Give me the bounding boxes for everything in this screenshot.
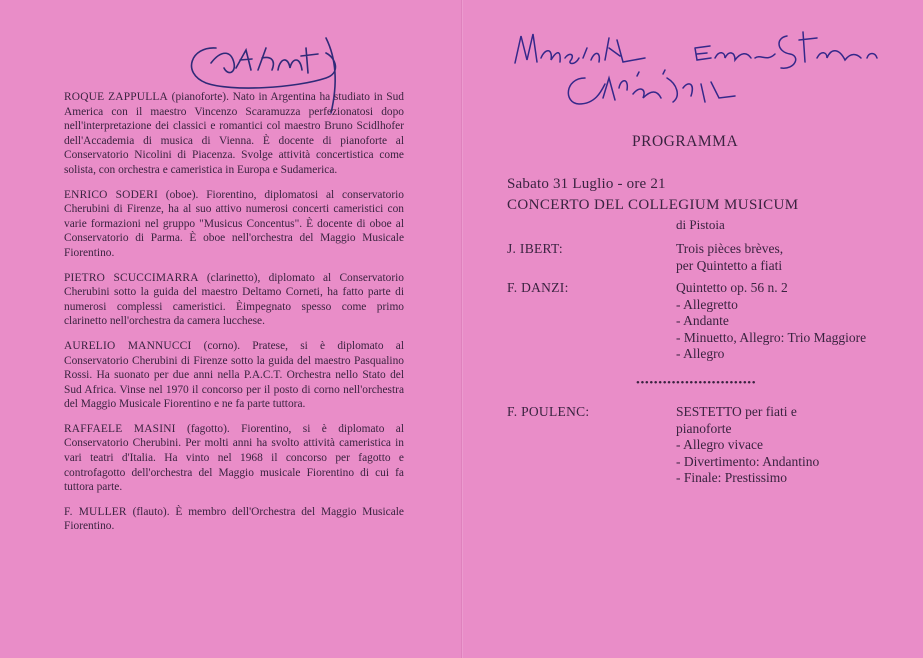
bio-text: (clarinetto), diplomato al Conservatorio Cherubini sotto la guida del maestro Deltamo Corneti, ha fatto parte di numerosi complessi cameristici. Èimpegnato spesso come primo clarinetto nell'orchestra da camera lucchese. [64,271,404,328]
work-line: - Allegro vivace [676,437,763,452]
bio-text: (corno). Pratese, si è diplomato al Conservatorio Cherubini di Firenze sotto la guida del maestro Pasqualino Rossi. Ha suonato per due anni nella P.A.C.T. Orchestra nello Stato del Sud Africa. Vinse nel 1970 il concorso per il posto di corno nell'orchestra del Maggio Musicale Fiorentino e ne fa parte tuttora. [64,339,404,411]
work-line: pianoforte [676,420,732,436]
bio-text: (fagotto). Fiorentino, si è diplomato al Conservatorio Cherubini. Per molti anni ha svolto attività cameristica in vari teatri d'Italia. Ha vinto nel 1968 il concorso per fagotto e controfagotto dell'orchestra del Maggio musicale Fiorentino di cui fa tuttora parte. [64,422,404,494]
bio-text: (flauto). È membro dell'Orchestra del Maggio Musicale Fiorentino. [64,505,404,533]
work-ibert [676,241,916,274]
bio-text: (pianoforte). Nato in Argentina ha studiato in Sud America con il maestro Vincenzo Scaramuzza perfezionatosi dopo nell'interpretazione dei classici e romantici col maestro Bruno Scidlhofer dell'Accademia di musica di Vienna. È docente di pianoforte al Conservatorio Nicolini di Piacenza. Svolge attività concertistica come solista, con orchestra e cameristica in Europa e Sudamerica. [64,91,404,176]
work-line: - Allegro [676,346,725,361]
work-line: - Finale: Prestissimo [676,470,787,485]
program-heading: PROGRAMMA [632,133,739,150]
bio-paragraph [64,271,404,329]
work-line: - Divertimento: Andantino [676,453,820,469]
work-line: - Andante [676,313,729,328]
work-line: - Minuetto, Allegro: Trio Maggiore [676,329,867,345]
bio-paragraph [64,188,404,261]
work-line: SESTETTO per fiati e [676,404,797,419]
bio-text: (oboe). Fiorentino, diplomatosi al conservatorio Cherubini di Firenze, ha al suo attivo numerosi concerti cameristici con varie formazioni nel gruppo "Musicus Concentus". È docente di oboe al Conservatorio di Parma. È oboe nell'orchestra del Maggio Musicale Fiorentino. [64,188,404,259]
performer-name: PIETRO SCUCCIMARRA [64,271,199,284]
page-fold [461,0,463,658]
work-line: per Quintetto a fiati [676,257,783,273]
performer-name: AURELIO MANNUCCI [64,339,192,352]
composer-ibert: J. IBERT: [507,241,563,256]
bio-paragraph [64,90,404,178]
performer-name: F. MULLER [64,505,127,518]
work-line: Quintetto op. 56 n. 2 [676,280,788,295]
performer-name: ROQUE ZAPPULLA [64,91,168,103]
bio-paragraph [64,505,404,534]
work-line: Trois pièces brèves, [676,241,784,256]
performer-name: RAFFAELE MASINI [64,422,176,435]
concert-city: di Pistoia [676,217,725,232]
performer-name: ENRICO SODERI [64,188,158,201]
bio-paragraph [64,422,404,495]
biographies [64,90,404,544]
bio-paragraph [64,339,404,412]
concert-date: Sabato 31 Luglio - ore 21 [507,176,666,192]
composer-danzi: F. DANZI: [507,280,569,295]
composer-poulenc: F. POULENC: [507,404,590,419]
work-line: - Allegretto [676,296,738,312]
work-poulenc [676,404,916,487]
work-danzi [676,280,916,363]
section-separator: ••••••••••••••••••••••••••• [636,377,757,389]
signatures-performers [505,18,895,113]
concert-title: CONCERTO DEL COLLEGIUM MUSICUM [507,197,799,213]
